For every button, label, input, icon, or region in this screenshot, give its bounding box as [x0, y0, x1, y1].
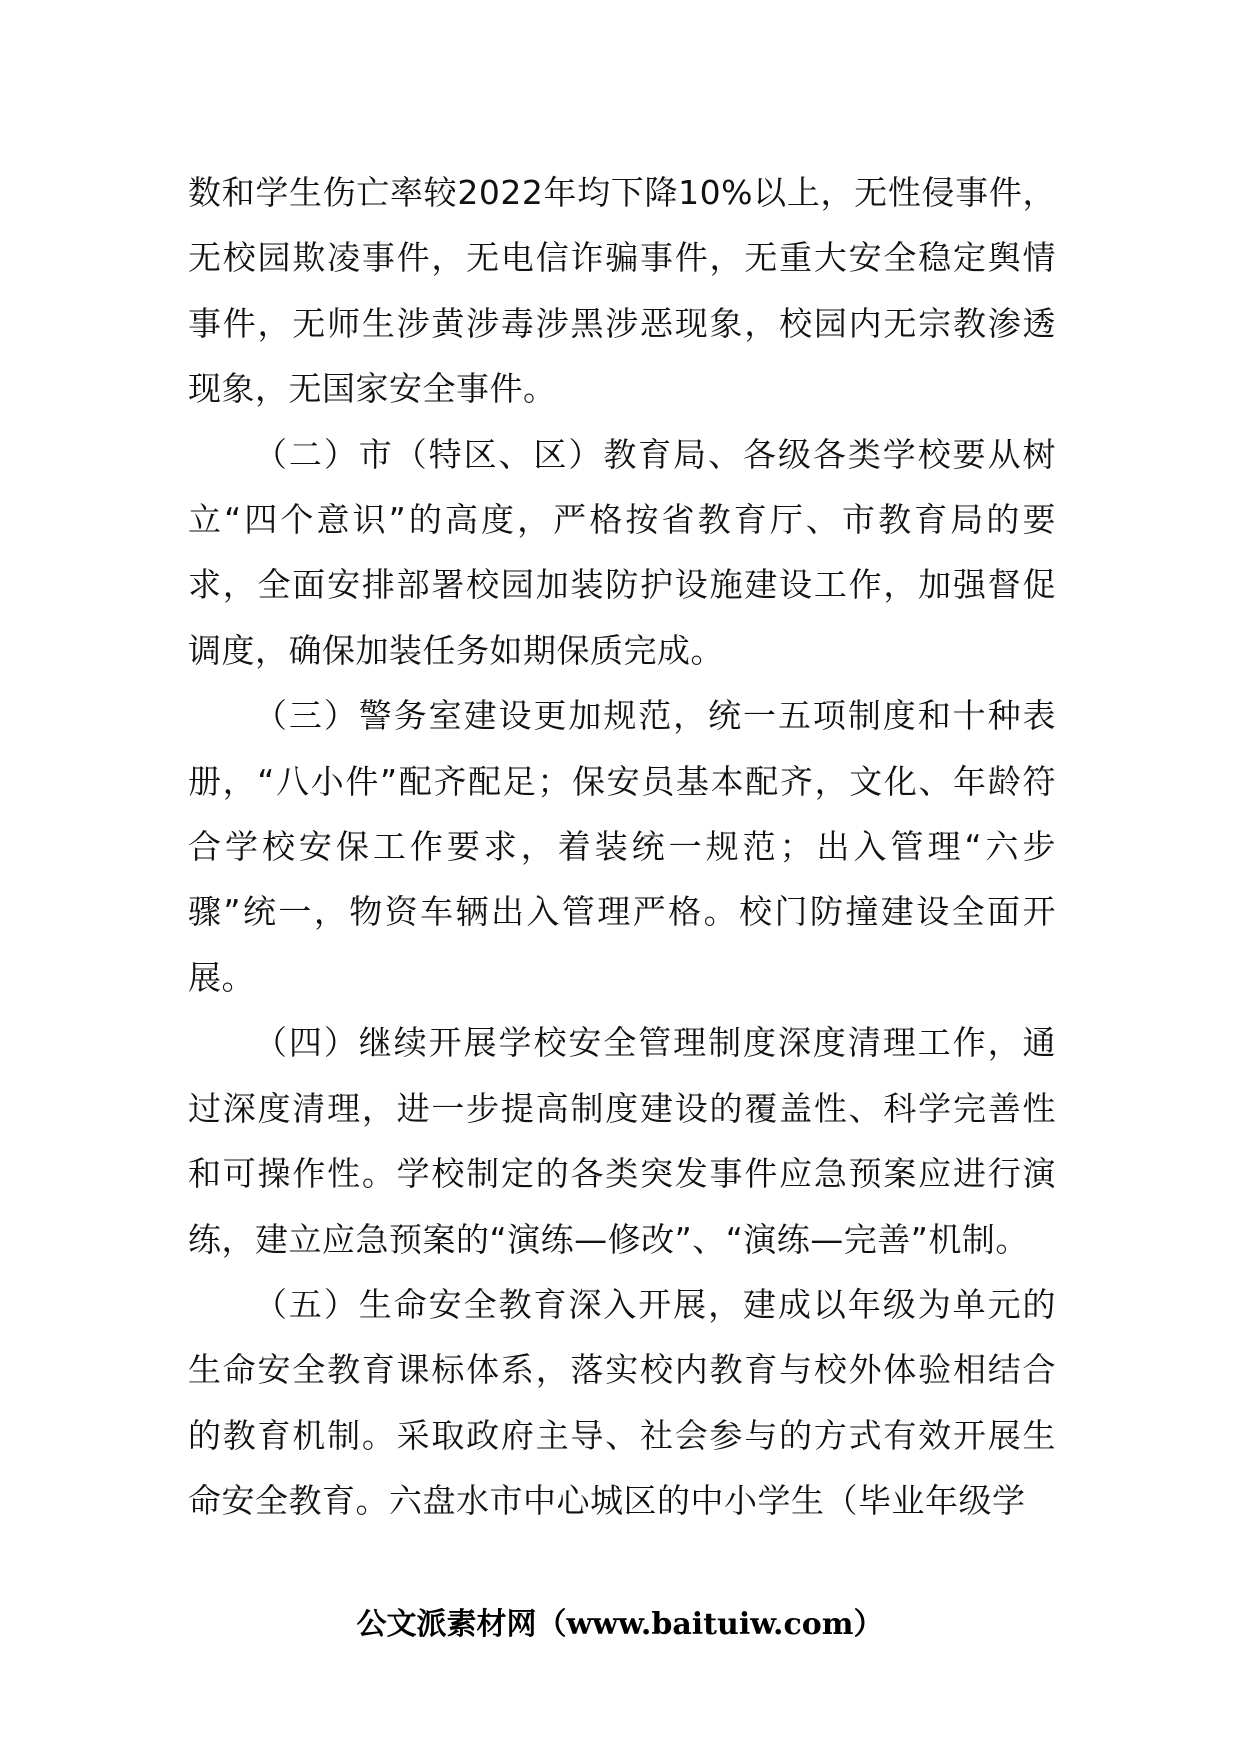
- footer-watermark: 公文派素材网（www.baituiw.com）: [356, 1607, 884, 1642]
- paragraph-section-3: （三）警务室建设更加规范，统一五项制度和十种表册，“八小件”配齐配足；保安员基本配齐，文化、年龄符合学校安保工作要求，着装统一规范；出入管理“六步骤”统一，物资车辆出入管理严格。校门防撞建设全面开展。: [188, 696, 1056, 997]
- paragraph-section-4: （四）继续开展学校安全管理制度深度清理工作，通过深度清理，进一步提高制度建设的覆盖性、科学完善性和可操作性。学校制定的各类突发事件应急预案应进行演练，建立应急预案的“演练—修改”、“演练—完善”机制。: [188, 1023, 1056, 1259]
- paragraph-section-5: （五）生命安全教育深入开展，建成以年级为单元的生命安全教育课标体系，落实校内教育与校外体验相结合的教育机制。采取政府主导、社会参与的方式有效开展生命安全教育。六盘水市中心城区的中小学生（毕业年级学: [188, 1284, 1056, 1521]
- paragraph-section-2: （二）市（特区、区）教育局、各级各类学校要从树立“四个意识”的高度，严格按省教育厅、市教育局的要求，全面安排部署校园加装防护设施建设工作，加强督促调度，确保加装任务如期保质完成。: [188, 434, 1056, 670]
- paragraph-continuation: 数和学生伤亡率较2022年均下降10%以上，无性侵事件，无校园欺凌事件，无电信诈骗事件，无重大安全稳定舆情事件，无师生涉黄涉毒涉黑涉恶现象，校园内无宗教渗透现象，无国家安全事件。: [188, 173, 1056, 409]
- document-body: [188, 160, 1056, 1534]
